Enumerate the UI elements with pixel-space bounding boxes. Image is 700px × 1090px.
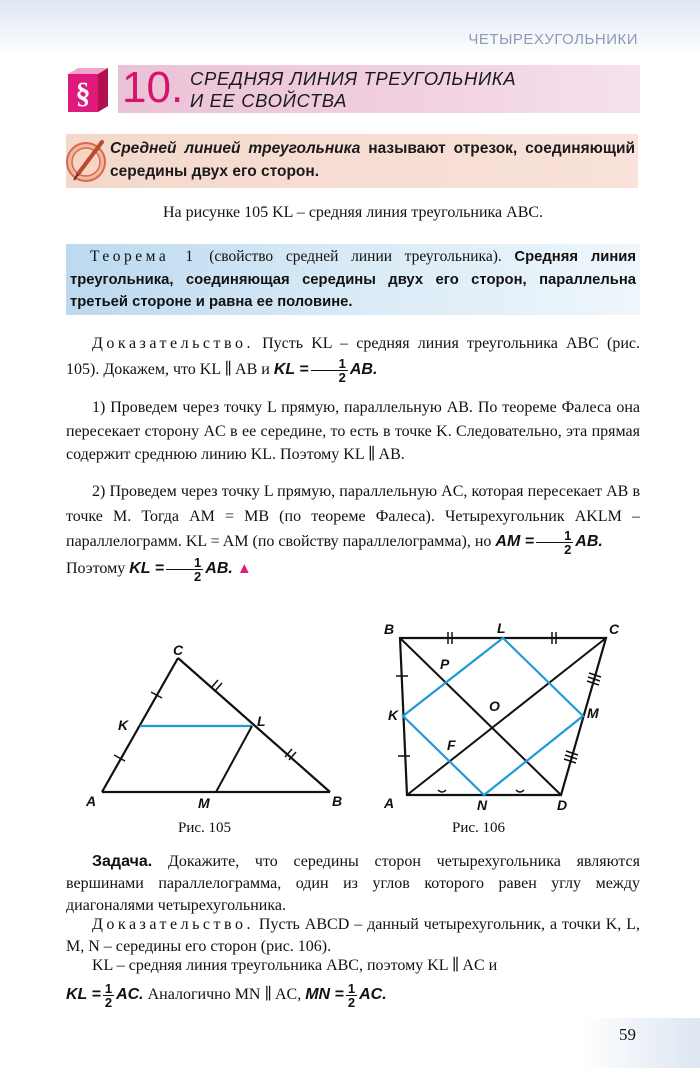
diagonal-BD xyxy=(400,638,561,795)
figure-106-caption: Рис. 106 xyxy=(452,820,506,836)
pen-definition-icon xyxy=(66,136,112,186)
proof-label: Доказательство. xyxy=(92,335,254,352)
proof-intro xyxy=(66,331,640,384)
section-symbol: § xyxy=(75,77,91,110)
label-C: C xyxy=(609,621,620,637)
proof-step2-text: 2) Проведем через точку L прямую, параллельную AC, которая пересекает AB в точке M. Тогда AM = MB (по теореме Фалеса). Четырехугольник AKLM – параллелограмм. KL = AM (по свойству параллелограмма), но xyxy=(66,483,640,551)
f1-lhs: KL = xyxy=(66,986,101,1003)
proof2-text: Пусть ABCD – данный четырехугольник, а точки K, L, M, N – середины его сторон (рис. 106). xyxy=(66,916,640,955)
intro-paragraph: На рисунке 105 KL – средняя линия треугольника ABC. xyxy=(162,204,544,221)
tick-mark xyxy=(211,680,218,688)
label-L: L xyxy=(497,620,506,636)
label-F: F xyxy=(447,737,456,753)
footer-band xyxy=(580,1018,700,1068)
page-number: 59 xyxy=(619,1025,636,1044)
label-A: A xyxy=(384,795,395,811)
tick-mark xyxy=(516,790,524,792)
section-title-line1: СРЕДНЯЯ ЛИНИЯ ТРЕУГОЛЬНИКА xyxy=(190,68,517,89)
figure-106 xyxy=(380,616,635,816)
tick-mark xyxy=(215,683,222,691)
conclusion-lhs: KL = xyxy=(129,560,165,578)
theorem-note: (свойство средней линии треугольника). xyxy=(196,248,502,265)
label-O: O xyxy=(489,698,500,714)
label-K: K xyxy=(388,707,399,723)
proof-step2 xyxy=(66,479,640,583)
label-P: P xyxy=(440,656,450,672)
step2-fraction: $\frac{1}{2}$ xyxy=(536,529,573,556)
proof2-paragraph xyxy=(66,914,640,958)
label-M: M xyxy=(198,795,210,811)
figure-105-caption: Рис. 105 xyxy=(178,820,232,836)
header-band xyxy=(0,0,700,58)
proof-formula-lhs: KL = xyxy=(273,361,309,379)
definition-rest: называют отрезок, соединяющий середины двух его сторон. xyxy=(110,140,635,180)
label-M: M xyxy=(587,705,599,721)
problem-paragraph xyxy=(66,851,640,917)
proof2-mid: Аналогично MN ∥ AC, xyxy=(143,986,306,1003)
proof-formula-rhs: AB. xyxy=(349,361,378,379)
step2-formula-lhs: AM = xyxy=(495,533,535,551)
section-number: 10. xyxy=(122,63,184,112)
problem-label: Задача. xyxy=(92,853,153,870)
figure-105 xyxy=(80,640,350,815)
parallelogram-KLMN xyxy=(403,638,583,795)
theorem-label: Теорема 1 xyxy=(90,248,197,265)
proof2-label: Доказательство. xyxy=(92,916,254,933)
proof2-line2: KL – средняя линия треугольника ABC, поэтому KL ∥ AC и xyxy=(92,957,498,974)
section-symbol-icon xyxy=(64,66,110,112)
proof-intro-text: Пусть KL – средняя линия треугольника ABC (рис. 105). Докажем, что KL ∥ AB и xyxy=(66,335,640,379)
f2-fraction: $\frac{1}{2}$ xyxy=(347,980,356,1010)
label-A: A xyxy=(86,793,97,809)
f1-fraction: $\frac{1}{2}$ xyxy=(104,980,113,1010)
definition-term: Средней линией треугольника xyxy=(110,140,361,157)
label-D: D xyxy=(557,797,568,813)
label-L: L xyxy=(257,713,266,729)
label-B: B xyxy=(384,621,395,637)
theorem-text xyxy=(70,246,636,314)
end-of-proof-mark: ▲ xyxy=(236,561,252,578)
conclusion-pre: Поэтому xyxy=(66,560,130,578)
proof2-formulas xyxy=(66,980,640,1010)
conclusion-rhs: AB. xyxy=(205,560,233,578)
definition-text xyxy=(110,137,635,183)
proof-step1: 1) Проведем через точку L прямую, параллельную AB. По теореме Фалеса она пересекает сторону AC в ее середине, то есть в точке K. Следовательно, эта прямая содержит среднюю линию KL. Поэтому KL ∥ AB. xyxy=(66,399,640,463)
f1-rhs: AC. xyxy=(116,986,144,1003)
problem-text: Докажите, что середины сторон четырехугольника являются вершинами параллелограмма, один из углов которого равен углу между диагоналями четырехугольника. xyxy=(66,853,640,914)
f2-lhs: MN = xyxy=(305,986,344,1003)
segment-LM xyxy=(216,726,252,792)
tick-mark xyxy=(438,790,446,792)
diagonal-AC xyxy=(407,638,606,795)
f2-rhs: AC. xyxy=(359,986,387,1003)
label-K: K xyxy=(118,717,129,733)
label-C: C xyxy=(173,642,184,658)
theorem-statement: Средняя линия треугольника, соединяющая середины двух его сторон, параллельна третьей стороне и равна ее половине. xyxy=(70,249,636,310)
chapter-title: ЧЕТЫРЕХУГОЛЬНИКИ xyxy=(468,31,638,48)
proof-formula-fraction: $\frac{1}{2}$ xyxy=(311,357,348,384)
label-B: B xyxy=(332,793,343,809)
conclusion-fraction: $\frac{1}{2}$ xyxy=(166,556,203,583)
step2-formula-rhs: AB. xyxy=(575,533,603,551)
label-N: N xyxy=(477,797,488,813)
section-title-line2: И ЕЕ СВОЙСТВА xyxy=(190,90,348,111)
